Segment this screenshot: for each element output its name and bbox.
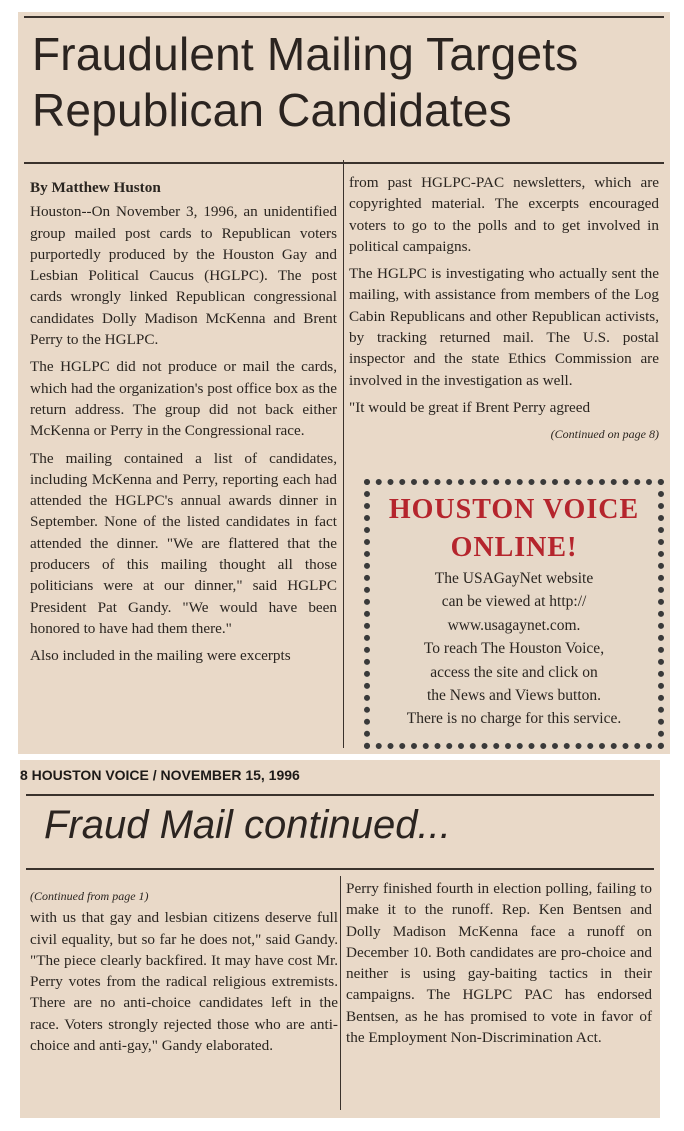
byline: By Matthew Huston (30, 179, 161, 196)
paragraph: The HGLPC did not produce or mail the cards, which had the organization's post office box as the return address. The group did not back either McKenna or Perry in the Congressional race. (30, 358, 337, 440)
promo-title-line-2: ONLINE! (450, 532, 578, 563)
page-dateline: 8 HOUSTON VOICE / NOVEMBER 15, 1996 (20, 767, 300, 783)
article-column-1 (30, 177, 337, 673)
paragraph: Also included in the mailing were excerpts (30, 647, 291, 665)
article-headline: Fraudulent Mailing Targets Republican Candidates (32, 28, 579, 136)
continuation-column-1 (30, 886, 338, 1062)
paragraph: The HGLPC is investigating who actually sent the mailing, with assistance from members of the Log Cabin Republicans and other Republican activists, by tracking returned mail. The U.S. postal inspector and the state Ethics Commission are involved in the investigation as well. (349, 265, 659, 389)
promo-line: There is no charge for this service. (406, 710, 622, 728)
column-divider (340, 876, 341, 1110)
promo-line: access the site and click on (430, 663, 598, 681)
top-rule (24, 16, 664, 18)
promo-line: the News and Views button. (427, 687, 601, 705)
promo-line: The USAGayNet website (434, 570, 594, 587)
column-divider (343, 160, 344, 748)
continuation-clipping (20, 760, 660, 1118)
top-rule (26, 794, 654, 796)
headline-rule (24, 162, 664, 164)
continuation-headline: Fraud Mail continued... (44, 803, 451, 847)
paragraph: "It would be great if Brent Perry agreed (349, 398, 591, 416)
continued-note: (Continued on page 8) (550, 427, 659, 442)
paragraph: with us that gay and lesbian citizens deserve full civil equality, but so far he does not," said Gandy. "The piece clearly backfired. It may have cost Mr. Perry votes from the radical religious extremists. There are no anti-choice candidates left in the race. Voters strongly rejected those who are anti-choice and anti-gay," Gandy elaborated. (30, 909, 338, 1055)
headline-rule (26, 868, 654, 870)
promo-line: can be viewed at http:// (441, 593, 587, 611)
paragraph: from past HGLPC-PAC newsletters, which are copyrighted material. The excerpts encouraged voters to go to the polls and to get involved in political campaigns. (349, 174, 659, 255)
continued-from-note: (Continued from page 1) (30, 889, 149, 903)
promo-title-line-1: HOUSTON VOICE (388, 494, 640, 525)
article-clipping (18, 12, 670, 754)
online-promo-box (364, 479, 664, 749)
paragraph: Perry finished fourth in election polling, failing to make it to the runoff. Rep. Ken Bentsen and Dolly Madison McKenna face a runoff on December 10. Both candidates are pro-choice and neither is using gay-baiting tactics in their campaigns. The HGLPC PAC has endorsed Bentsen, as he has promised to vote in favor of the Employment Non-Discrimination Act. (346, 880, 652, 1047)
continuation-column-2 (346, 878, 652, 1054)
promo-line: To reach The Houston Voice, (423, 640, 605, 658)
paragraph: The mailing contained a list of candidates, including McKenna and Perry, reporting each had attended the HGLPC's annual awards dinner in September. None of the listed candidates in fact attended the dinner. "We are flattered that the producers of this mailing thought all those politicians were at our dinner," said HGLPC President Pat Gandy. "We would have been honored to have had them there." (30, 449, 337, 637)
promo-url: www.usagaynet.com. (447, 616, 581, 634)
article-column-2 (349, 172, 659, 452)
paragraph: Houston--On November 3, 1996, an unidentified group mailed post cards to Republican voters purportedly produced by the Houston Gay and Lesbian Political Caucus (HGLPC). The post cards wrongly linked Republican congressional candidates Dolly Madison McKenna and Brent Perry to the HGLPC. (30, 203, 337, 349)
